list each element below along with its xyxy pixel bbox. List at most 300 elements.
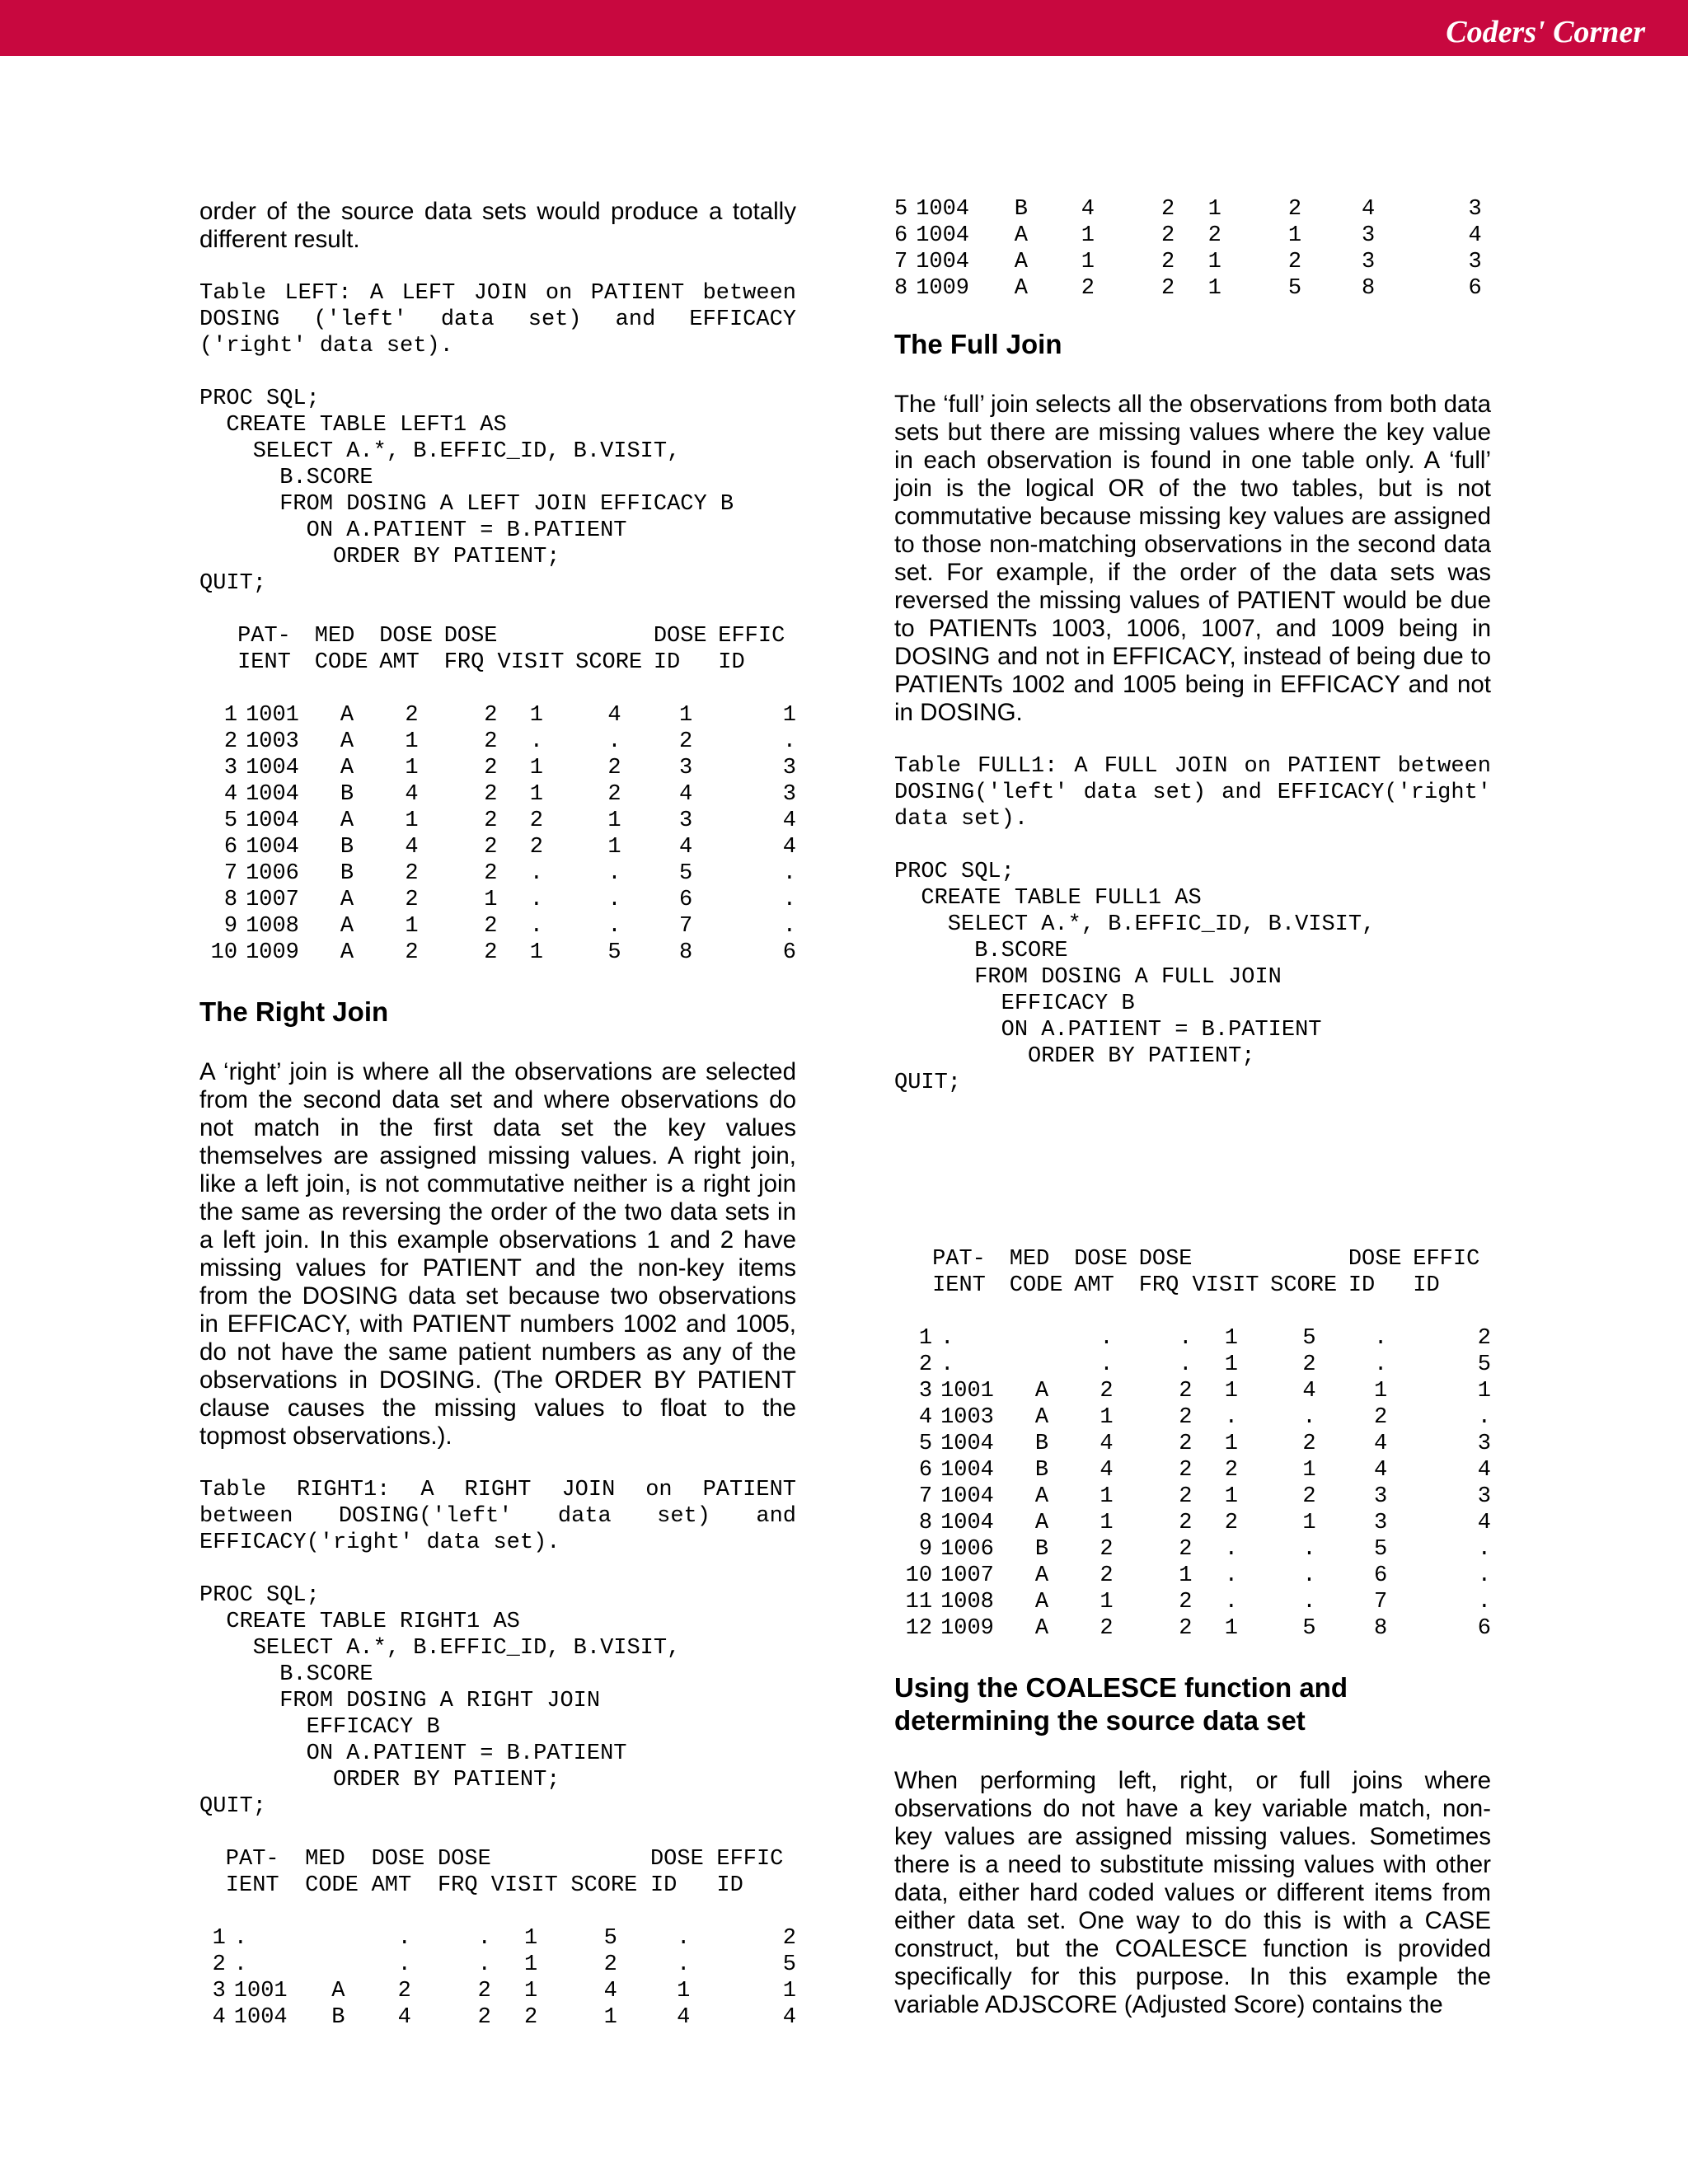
- table-cell: A: [340, 888, 354, 912]
- table-header-cell: EFFIC: [716, 1847, 784, 1872]
- table-cell: 1: [1100, 1484, 1114, 1509]
- full-join-output-table: [894, 1246, 1491, 1642]
- table-cell: 2: [1302, 1432, 1316, 1456]
- table-cell: 2: [1287, 197, 1302, 222]
- table-cell: 2: [1179, 1590, 1193, 1615]
- table-cell: .: [1477, 1537, 1491, 1562]
- table-cell: 2: [529, 835, 543, 860]
- table-cell: 4: [678, 835, 693, 860]
- table-header-cell: [575, 623, 654, 649]
- table-header-cell: [199, 1872, 226, 1899]
- table-cell: 6: [918, 1458, 933, 1483]
- table-cell: 5: [1373, 1537, 1388, 1562]
- table-cell: 1: [223, 703, 238, 728]
- table-header-cell: ID: [716, 1873, 743, 1898]
- table-cell: 11: [905, 1590, 933, 1615]
- left-column: [199, 198, 796, 2031]
- full-join-paragraph: The ‘full’ join selects all the observations from both data sets but there are missing values where the key value in each observation is found in one table only. A ‘full’ join is the logical OR of the two tables, but is not commutative because missing key values are assigned to those non-matching observations in the second data set. For example, if the order of the data sets was reversed the missing values of PATIENT would be due to PATIENTs 1003, 1006, 1007, and 1009 being in DOSING and not in EFFICACY, instead of being due to PATIENTs 1002 and 1005 being in EFFICACY and not in DOSING.: [894, 391, 1491, 726]
- table-cell: 1007: [940, 1563, 994, 1588]
- table-cell: 1004: [233, 2005, 288, 2030]
- table-cell: 2: [477, 2005, 491, 2030]
- table-cell: .: [677, 1926, 691, 1951]
- table-cell: 1009: [940, 1616, 994, 1641]
- table-cell: 1: [405, 914, 419, 939]
- table-cell: 4: [782, 835, 796, 860]
- table-cell: 2: [1100, 1379, 1114, 1404]
- table-cell: 1: [1373, 1379, 1388, 1404]
- table-cell: 5: [1302, 1326, 1316, 1351]
- table-cell: 3: [782, 756, 796, 780]
- table-cell: 2: [1477, 1326, 1491, 1351]
- table-cell: B: [1034, 1458, 1049, 1483]
- table-cell: .: [477, 1926, 491, 1951]
- table-cell: 4: [1477, 1458, 1491, 1483]
- table-cell: 6: [782, 940, 796, 965]
- table-cell: .: [1179, 1326, 1193, 1351]
- table-cell: 6: [678, 888, 693, 912]
- table-cell: 8: [1361, 276, 1376, 301]
- table-cell: .: [1224, 1590, 1238, 1615]
- table-cell: 1: [1207, 276, 1221, 301]
- table-header-cell: PAT-: [932, 1247, 986, 1272]
- table-row: [894, 1563, 1491, 1589]
- table-cell: 3: [1468, 197, 1482, 222]
- table-cell: 4: [405, 782, 419, 807]
- table-cell: 2: [484, 940, 498, 965]
- table-cell: 4: [1477, 1511, 1491, 1535]
- table-cell: .: [1477, 1590, 1491, 1615]
- table-cell: 2: [1179, 1537, 1193, 1562]
- table-cell: 1: [607, 835, 621, 860]
- table-cell: .: [782, 888, 796, 912]
- table-header-cell: DOSE: [1348, 1247, 1402, 1272]
- table-cell: 2: [484, 808, 498, 833]
- table-cell: 2: [405, 888, 419, 912]
- table-row: [894, 1325, 1491, 1352]
- table-cell: 1: [484, 888, 498, 912]
- table-header-cell: DOSE: [371, 1847, 425, 1872]
- table-header-cell: DOSE: [437, 1847, 491, 1872]
- table-cell: 4: [678, 782, 693, 807]
- table-cell: .: [607, 888, 621, 912]
- table-header-cell: [894, 1272, 932, 1299]
- table-header-cell: MED: [314, 624, 355, 649]
- table-header-cell: PAT-: [237, 624, 291, 649]
- table-row: [199, 913, 796, 940]
- table-row: [894, 196, 1482, 223]
- table-cell: 2: [1373, 1405, 1388, 1430]
- table-cell: 3: [1468, 250, 1482, 274]
- table-cell: 1007: [246, 888, 299, 912]
- table-cell: 1004: [916, 250, 970, 274]
- table-cell: 7: [678, 914, 693, 939]
- table-cell: 2: [1224, 1458, 1238, 1483]
- table-cell: .: [1373, 1326, 1388, 1351]
- table-cell: .: [1224, 1563, 1238, 1588]
- full-join-caption: Table FULL1: A FULL JOIN on PATIENT between DOSING('left' data set) and EFFICACY('right' data set).: [894, 754, 1491, 832]
- table-cell: 2: [1160, 223, 1175, 248]
- table-cell: .: [607, 914, 621, 939]
- right-join-code: PROC SQL; CREATE TABLE RIGHT1 AS SELECT A.*, B.EFFIC_ID, B.VISIT, B.SCORE FROM DOSING A RIGHT JOIN EFFICACY B ON A.PATIENT = B.PATIENT ORDER BY PATIENT; QUIT;: [199, 1583, 681, 1819]
- table-header-cell: ID: [718, 650, 745, 675]
- table-cell: .: [529, 861, 543, 886]
- table-cell: 2: [678, 729, 693, 754]
- table-cell: 4: [603, 1979, 617, 2004]
- full-join-code: PROC SQL; CREATE TABLE FULL1 AS SELECT A.*, B.EFFIC_ID, B.VISIT, B.SCORE FROM DOSING A FULL JOIN EFFICACY B ON A.PATIENT = B.PATIENT ORDER BY PATIENT; QUIT;: [894, 860, 1376, 1095]
- table-row: [199, 860, 796, 887]
- table-cell: 1: [1179, 1563, 1193, 1588]
- table-cell: 1: [1100, 1590, 1114, 1615]
- table-header-cell: [1270, 1246, 1348, 1272]
- table-cell: 1004: [246, 782, 299, 807]
- table-cell: 1: [212, 1926, 226, 1951]
- table-cell: A: [1034, 1590, 1049, 1615]
- table-row: [894, 1510, 1491, 1536]
- table-cell: 5: [223, 808, 238, 833]
- table-cell: 2: [1100, 1537, 1114, 1562]
- table-header-row: [199, 623, 796, 649]
- table-header-cell: DOSE: [653, 624, 707, 649]
- right-join-output-table: [199, 1846, 796, 2031]
- table-row: [894, 1589, 1491, 1615]
- table-cell: 1: [529, 940, 543, 965]
- table-header-cell: ID: [1413, 1273, 1440, 1298]
- table-cell: 3: [678, 808, 693, 833]
- table-cell: .: [397, 1926, 411, 1951]
- table-cell: 2: [1179, 1432, 1193, 1456]
- table-cell: 2: [397, 1979, 411, 2004]
- table-header-cell: ID: [653, 650, 681, 675]
- running-header-title: Coders' Corner: [1446, 15, 1645, 49]
- table-header-cell: CODE: [305, 1873, 359, 1898]
- table-row: [199, 940, 796, 966]
- table-header-cell: FRQ: [1138, 1273, 1179, 1298]
- table-cell: [305, 1925, 371, 1952]
- table-cell: 4: [1373, 1458, 1388, 1483]
- table-cell: 1: [529, 782, 543, 807]
- table-cell: 4: [397, 2005, 411, 2030]
- left-join-code: PROC SQL; CREATE TABLE LEFT1 AS SELECT A.*, B.EFFIC_ID, B.VISIT, B.SCORE FROM DOSING A LEFT JOIN EFFICACY B ON A.PATIENT = B.PATIENT ORDER BY PATIENT; QUIT;: [199, 387, 734, 596]
- table-cell: 3: [1477, 1432, 1491, 1456]
- table-header-cell: DOSE: [443, 624, 498, 649]
- table-cell: 7: [223, 861, 238, 886]
- table-cell: 2: [477, 1979, 491, 2004]
- table-cell: 1: [1224, 1326, 1238, 1351]
- table-cell: 6: [1468, 276, 1482, 301]
- table-cell: .: [1373, 1352, 1388, 1377]
- table-cell: 1001: [246, 703, 299, 728]
- table-cell: 6: [894, 223, 908, 248]
- table-cell: A: [1034, 1511, 1049, 1535]
- table-cell: 5: [607, 940, 621, 965]
- table-cell: 2: [1224, 1511, 1238, 1535]
- table-row: [199, 729, 796, 755]
- table-cell: .: [477, 1952, 491, 1977]
- table-header-cell: IENT: [932, 1273, 986, 1298]
- table-cell: .: [1302, 1590, 1316, 1615]
- table-cell: 1: [523, 1979, 538, 2004]
- table-cell: 1004: [940, 1458, 994, 1483]
- table-row: [199, 1925, 796, 1952]
- table-cell: 4: [212, 2005, 226, 2030]
- table-header-cell: [199, 1846, 226, 1872]
- coalesce-heading: Using the COALESCE function and determining the source data set: [894, 1672, 1348, 1736]
- table-header-row: [894, 1246, 1491, 1272]
- table-cell: A: [1034, 1379, 1049, 1404]
- table-cell: .: [1224, 1405, 1238, 1430]
- table-cell: A: [1014, 250, 1028, 274]
- table-cell: A: [331, 1979, 345, 2004]
- table-header-cell: DOSE: [649, 1847, 704, 1872]
- table-header-cell: VISIT: [497, 650, 565, 675]
- table-header-cell: FRQ: [443, 650, 485, 675]
- table-cell: 1: [529, 756, 543, 780]
- table-header-cell: [498, 623, 576, 649]
- table-cell: 4: [1373, 1432, 1388, 1456]
- table-cell: B: [1034, 1537, 1049, 1562]
- table-cell: 2: [405, 861, 419, 886]
- table-cell: 2: [484, 703, 498, 728]
- table-cell: 4: [782, 808, 796, 833]
- table-cell: 1: [523, 1952, 538, 1977]
- table-cell: 1: [678, 703, 693, 728]
- table-cell: .: [940, 1352, 954, 1377]
- table-cell: 2: [484, 914, 498, 939]
- table-cell: .: [782, 914, 796, 939]
- table-cell: 2: [1160, 197, 1175, 222]
- table-cell: 1006: [940, 1537, 994, 1562]
- table-cell: 1004: [246, 835, 299, 860]
- table-header-cell: VISIT: [1192, 1273, 1259, 1298]
- table-cell: A: [340, 940, 354, 965]
- table-cell: 1: [1224, 1352, 1238, 1377]
- table-cell: 3: [1373, 1484, 1388, 1509]
- table-header-cell: CODE: [314, 650, 368, 675]
- table-cell: 3: [1373, 1511, 1388, 1535]
- table-cell: 5: [1287, 276, 1302, 301]
- table-cell: .: [1302, 1563, 1316, 1588]
- table-cell: B: [340, 861, 354, 886]
- table-cell: A: [340, 808, 354, 833]
- table-cell: 2: [1179, 1379, 1193, 1404]
- table-cell: 3: [212, 1979, 226, 2004]
- table-cell: 2: [484, 835, 498, 860]
- table-cell: 2: [1179, 1405, 1193, 1430]
- table-header-cell: [570, 1846, 650, 1872]
- table-cell: 1: [523, 1926, 538, 1951]
- table-cell: .: [1179, 1352, 1193, 1377]
- table-cell: .: [397, 1952, 411, 1977]
- table-row: [894, 249, 1482, 275]
- table-cell: 2: [405, 940, 419, 965]
- table-header-cell: CODE: [1009, 1273, 1063, 1298]
- table-cell: .: [782, 729, 796, 754]
- table-cell: 2: [484, 861, 498, 886]
- table-header-cell: AMT: [371, 1873, 412, 1898]
- table-cell: .: [1302, 1537, 1316, 1562]
- table-header-cell: FRQ: [437, 1873, 478, 1898]
- table-cell: 1004: [246, 808, 299, 833]
- table-cell: 6: [223, 835, 238, 860]
- table-cell: 1: [1224, 1484, 1238, 1509]
- table-row: [894, 1615, 1491, 1642]
- table-header-cell: SCORE: [1270, 1273, 1338, 1298]
- table-cell: 4: [1468, 223, 1482, 248]
- table-cell: 1003: [246, 729, 299, 754]
- table-cell: A: [1014, 276, 1028, 301]
- table-row: [894, 1483, 1491, 1510]
- table-cell: 3: [1361, 223, 1376, 248]
- table-cell: 1: [529, 703, 543, 728]
- table-cell: 2: [1100, 1563, 1114, 1588]
- table-cell: 2: [607, 782, 621, 807]
- intro-paragraph: order of the source data sets would produce a totally different result.: [199, 198, 796, 253]
- table-cell: .: [529, 888, 543, 912]
- table-cell: 1: [1081, 223, 1095, 248]
- table-cell: 1: [1100, 1511, 1114, 1535]
- table-cell: 2: [1179, 1511, 1193, 1535]
- table-cell: 3: [678, 756, 693, 780]
- table-row: [199, 1952, 796, 1978]
- table-cell: 1009: [916, 276, 970, 301]
- table-cell: 1: [405, 808, 419, 833]
- table-header-cell: IENT: [237, 650, 291, 675]
- table-cell: 6: [1477, 1616, 1491, 1641]
- header-bar: [0, 0, 1688, 56]
- table-cell: 1004: [246, 756, 299, 780]
- table-cell: 4: [677, 2005, 691, 2030]
- table-header-cell: VISIT: [490, 1873, 558, 1898]
- table-row: [894, 1457, 1491, 1483]
- table-cell: .: [782, 861, 796, 886]
- table-cell: 8: [894, 276, 908, 301]
- table-cell: 7: [918, 1484, 933, 1509]
- table-cell: 2: [405, 703, 419, 728]
- table-cell: 1008: [940, 1590, 994, 1615]
- table-cell: .: [529, 729, 543, 754]
- table-header-cell: DOSE: [379, 624, 434, 649]
- table-row: [894, 1431, 1491, 1457]
- table-cell: .: [1100, 1352, 1114, 1377]
- table-cell: 1: [1302, 1458, 1316, 1483]
- table-cell: 3: [223, 756, 238, 780]
- left-join-output-table: [199, 623, 796, 966]
- table-cell: 1: [405, 756, 419, 780]
- table-cell: 1: [1302, 1511, 1316, 1535]
- table-cell: 1: [1224, 1616, 1238, 1641]
- table-cell: 1004: [940, 1511, 994, 1535]
- table-cell: 2: [212, 1952, 226, 1977]
- table-cell: 1: [1207, 197, 1221, 222]
- table-cell: [1010, 1352, 1074, 1378]
- table-row: [199, 834, 796, 860]
- table-cell: 1: [1207, 250, 1221, 274]
- table-cell: 4: [1100, 1458, 1114, 1483]
- table-cell: 4: [223, 782, 238, 807]
- table-cell: 1004: [940, 1432, 994, 1456]
- table-cell: 12: [905, 1616, 933, 1641]
- table-cell: 3: [782, 782, 796, 807]
- table-cell: 2: [1160, 250, 1175, 274]
- table-cell: 2: [1081, 276, 1095, 301]
- table-cell: 9: [918, 1537, 933, 1562]
- table-cell: 4: [405, 835, 419, 860]
- coalesce-paragraph: When performing left, right, or full joins where observations do not have a key variable match, non-key values are assigned missing values. Sometimes there is a need to substitute missing values with other data, either hard coded values or different items from either data set. One way to do this is with a CASE construct, but the COALESCE function is provided specifically for this purpose. In this example the variable ADJSCORE (Adjusted Score) contains the: [894, 1767, 1491, 2018]
- table-cell: [305, 1952, 371, 1978]
- table-cell: B: [331, 2005, 345, 2030]
- table-cell: 1004: [916, 223, 970, 248]
- table-cell: 4: [1081, 197, 1095, 222]
- table-header-cell: DOSE: [1074, 1247, 1128, 1272]
- table-cell: 10: [210, 940, 238, 965]
- table-cell: .: [677, 1952, 691, 1977]
- table-cell: A: [340, 729, 354, 754]
- table-cell: A: [340, 756, 354, 780]
- table-row: [199, 702, 796, 729]
- table-header-cell: MED: [305, 1847, 345, 1872]
- table-cell: 5: [918, 1432, 933, 1456]
- table-cell: B: [1034, 1432, 1049, 1456]
- table-header-cell: AMT: [379, 650, 420, 675]
- table-row: [199, 887, 796, 913]
- table-cell: B: [340, 835, 354, 860]
- right-join-paragraph: A ‘right’ join is where all the observations are selected from the second data set and where observations do not match in the first data set the key values themselves are assigned missing values. A right join, like a left join, is not commutative neither is a right join the same as reversing the order of the two data sets in a left join. In this example observations 1 and 2 have missing values for PATIENT and the non-key items from the DOSING data set because two observations in EFFICACY, with PATIENT numbers 1002 and 1005, do not have the same patient numbers as any of the observations in DOSING. (The ORDER BY PATIENT clause causes the missing values to float to the topmost observations.).: [199, 1058, 796, 1450]
- table-cell: .: [940, 1326, 954, 1351]
- table-header-cell: EFFIC: [718, 624, 785, 649]
- table-cell: A: [340, 703, 354, 728]
- table-cell: 6: [1373, 1563, 1388, 1588]
- table-row: [199, 1978, 796, 2004]
- table-cell: 5: [1302, 1616, 1316, 1641]
- table-row: [894, 223, 1482, 249]
- table-cell: 1008: [246, 914, 299, 939]
- table-cell: 8: [678, 940, 693, 965]
- table-cell: 7: [1373, 1590, 1388, 1615]
- table-header-cell: MED: [1009, 1247, 1050, 1272]
- table-cell: 1001: [940, 1379, 994, 1404]
- table-row: [199, 755, 796, 781]
- table-cell: 2: [1160, 276, 1175, 301]
- table-cell: 8: [223, 888, 238, 912]
- table-cell: 1: [405, 729, 419, 754]
- table-cell: A: [1014, 223, 1028, 248]
- table-cell: [1010, 1325, 1074, 1352]
- table-cell: .: [1302, 1405, 1316, 1430]
- table-cell: 1: [677, 1979, 691, 2004]
- table-cell: 4: [918, 1405, 933, 1430]
- table-cell: 1: [607, 808, 621, 833]
- table-cell: 1: [1477, 1379, 1491, 1404]
- full-join-heading: The Full Join: [894, 329, 1062, 359]
- table-cell: 2: [1302, 1352, 1316, 1377]
- table-cell: .: [607, 861, 621, 886]
- table-header-cell: [199, 649, 237, 676]
- table-row: [894, 1378, 1491, 1404]
- table-cell: A: [1034, 1563, 1049, 1588]
- table-cell: 2: [918, 1352, 933, 1377]
- table-cell: 2: [1207, 223, 1221, 248]
- table-row: [894, 1352, 1491, 1378]
- table-cell: 1: [782, 703, 796, 728]
- table-cell: 7: [894, 250, 908, 274]
- table-cell: .: [233, 1952, 247, 1977]
- right-join-output-table-continued: [894, 196, 1482, 302]
- table-cell: 1: [1224, 1432, 1238, 1456]
- table-row: [199, 808, 796, 834]
- right-column: [894, 196, 1491, 2019]
- table-cell: 4: [782, 2005, 796, 2030]
- table-cell: 1003: [940, 1405, 994, 1430]
